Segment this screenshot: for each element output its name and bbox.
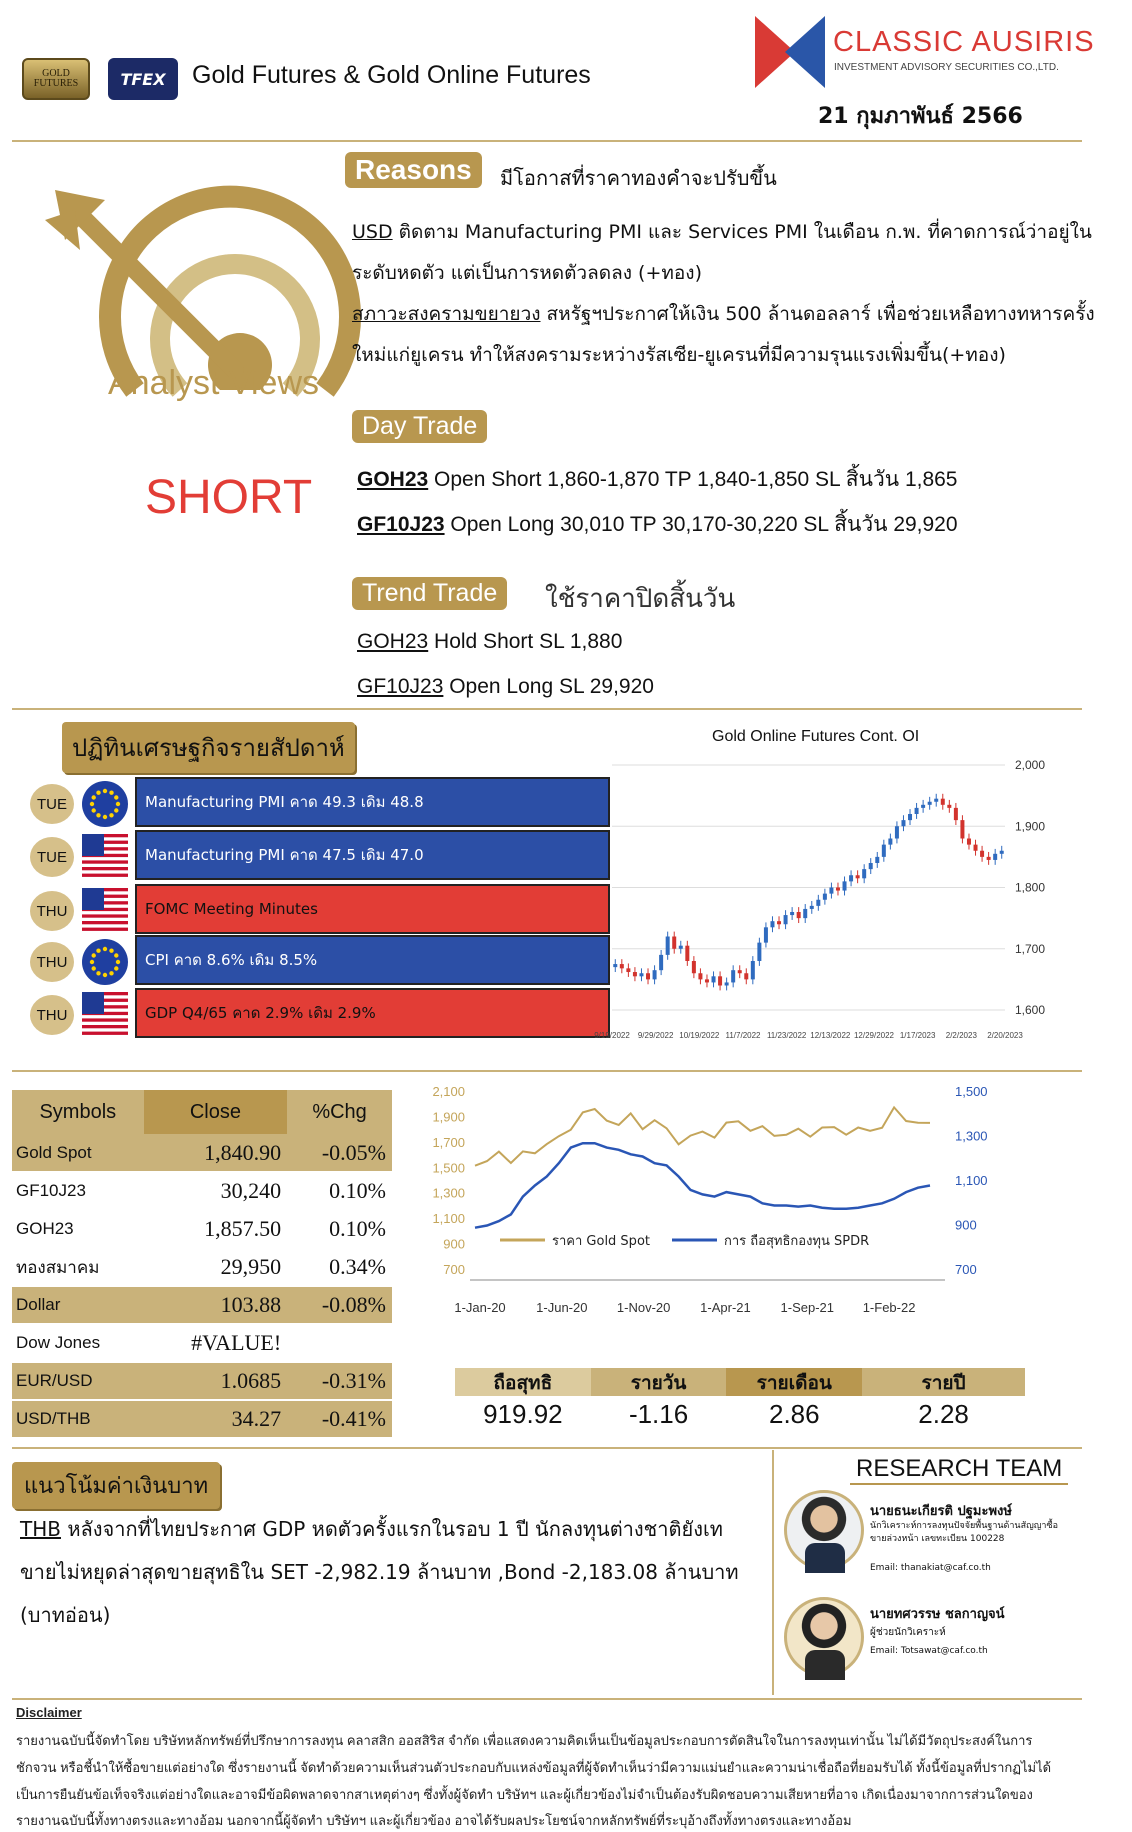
oi-candle [744,973,748,979]
oi-candle [757,943,761,961]
x-tick: 1-Nov-20 [616,1300,671,1315]
eu-flag-icon [82,939,128,985]
page-title: Gold Futures & Gold Online Futures [192,61,591,89]
vertical-divider [772,1450,774,1695]
oi-x-tick: 2/2/2023 [945,1031,977,1040]
symbol-name: EUR/USD [12,1362,144,1400]
oi-candle [921,805,925,808]
divider-lower [12,1070,1082,1072]
day-trade-text-1: Open Short 1,860-1,870 TP 1,840-1,850 SL สิ้นวัน 1,865 [428,468,958,491]
right-y-tick: 1,500 [955,1084,988,1099]
oi-y-tick: 2,000 [1015,758,1046,772]
thb-title: แนวโน้มค่าเงินบาท [12,1462,220,1509]
symbol-close: 1.0685 [144,1362,288,1400]
oi-candle [947,805,951,808]
oi-candle [960,820,964,838]
brand-sub: INVESTMENT ADVISORY SECURITIES CO.,LTD. [834,62,1059,73]
oi-candle [751,961,755,979]
member-2-name: นายทศวรรษ ชลกาญจน์ [870,1607,1005,1622]
reason-war-text2: ใหม่แก่ยูเครน ทำให้สงครามระหว่างรัสเซีย-ยูเครนที่มีความรุนแรงเพิ่มขึ้น(+ทอง) [352,344,1006,366]
oi-candle [659,955,663,970]
oi-candle [679,946,683,949]
day-trade-line-2 [357,508,958,541]
left-y-tick: 1,900 [432,1109,465,1125]
oi-candle [934,799,938,802]
oi-candle [770,921,774,927]
oi-candle [620,964,624,968]
brand-logo-mark [755,16,825,88]
thb-line-2: ขายไม่หยุดล่าสุดขายสุทธิใน SET -2,982.19 ล้านบาท ,Bond -2,183.08 ล้านบาท [20,1560,739,1584]
oi-candle [784,915,788,924]
member-1-email: Email: thanakiat@caf.co.th [870,1563,991,1573]
oi-candle [829,888,833,894]
event-description: Manufacturing PMI คาด 49.3 เดิม 48.8 [135,777,610,827]
thb-body [20,1508,770,1637]
symbol-row [12,1400,392,1438]
oi-candle [980,851,984,857]
event-description: Manufacturing PMI คาด 47.5 เดิม 47.0 [135,830,610,880]
oi-candle [777,921,781,924]
calendar-event-row [30,988,590,1040]
oi-candle [803,909,807,918]
oi-candle [692,961,696,973]
reason-war-text: สหรัฐฯประกาศให้เงิน 500 ล้านดอลลาร์ เพื่อช่วยเหลือทางทหารครั้ง [540,303,1095,325]
oi-candle [685,946,689,961]
symbol-close: 1,840.90 [144,1134,288,1172]
analyst-views-label: Analyst Views [108,364,320,402]
event-description: FOMC Meeting Minutes [135,884,610,934]
oi-x-tick: 12/13/2022 [810,1031,851,1040]
spdr-table [455,1368,1025,1432]
oi-candle [875,857,879,863]
oi-candle [954,808,958,820]
divider-mid [12,708,1082,710]
oi-candle-chart [594,755,1046,1055]
oi-x-tick: 11/23/2022 [766,1031,807,1040]
x-tick: 1-Jan-20 [454,1300,506,1315]
symbol-close: 34.27 [144,1400,288,1438]
symbol-chg: -0.31% [287,1362,392,1400]
day-trade-sym-1: GOH23 [357,468,429,491]
oi-x-tick: 1/17/2023 [899,1031,936,1040]
symbol-row [12,1248,392,1286]
member-1-name: นายธนะเกียรติ ปฐมะพงษ์ [870,1504,1012,1519]
gold-futures-logo [22,58,90,100]
us-flag-icon [82,992,128,1038]
oi-x-tick: 11/7/2022 [725,1031,761,1040]
oi-candle [974,845,978,851]
left-y-tick: 1,300 [432,1185,465,1201]
symbol-name: GF10J23 [12,1172,144,1210]
event-day: TUE [30,784,74,824]
oi-candle [613,964,617,967]
symbol-chg: -0.08% [287,1286,392,1324]
oi-candle [908,814,912,820]
day-trade-text-2: Open Long 30,010 TP 30,170-30,220 SL สิ้นวัน 29,920 [444,513,958,536]
calendar-title: ปฏิทินเศรษฐกิจรายสัปดาห์ [62,722,355,773]
oi-candle [718,976,722,985]
symbol-name: USD/THB [12,1400,144,1438]
calendar-event-row [30,884,590,936]
day-trade-sym-2: GF10J23 [357,513,445,536]
right-y-tick: 1,300 [955,1128,988,1144]
event-day: TUE [30,837,74,877]
calendar-event-row [30,777,590,829]
oi-y-tick: 1,800 [1015,880,1046,895]
oi-y-tick: 1,700 [1015,941,1046,956]
oi-candle [836,888,840,891]
oi-candle [653,970,657,979]
oi-candle [666,937,670,955]
legend-label: ราคา Gold Spot [552,1234,650,1249]
symbol-chg [287,1324,392,1362]
oi-candle [928,802,932,805]
left-y-tick: 1,100 [432,1211,465,1227]
spdr-monthly: 2.86 [768,1398,820,1429]
oi-candle [764,927,768,942]
trend-trade-sym-2: GF10J23 [357,675,444,698]
right-y-tick: 700 [955,1262,977,1277]
divider-top [12,140,1082,142]
symbol-name: Gold Spot [12,1134,144,1172]
us-flag-icon [82,834,128,880]
oi-candle [698,973,702,979]
oi-candle [731,970,735,982]
oi-candle [862,869,866,878]
trend-trade-tag: Trend Trade [352,577,507,610]
spdr-header-monthly: รายเดือน [726,1368,862,1396]
right-y-tick: 900 [955,1217,977,1233]
oi-candle [895,826,899,838]
oi-x-tick: 9/29/2022 [637,1031,674,1040]
symbol-name: Dow Jones [12,1324,144,1362]
reasons-headline: มีโอกาสที่ราคาทองคำจะปรับขึ้น [500,166,777,190]
spdr-header-daily: รายวัน [630,1372,687,1394]
symbol-chg: -0.41% [287,1400,392,1438]
close-col-header: Close [144,1090,288,1134]
trend-trade-note: ใช้ราคาปิดสิ้นวัน [545,584,736,614]
oi-candle [816,900,820,906]
thb-line-1: หลังจากที่ไทยประกาศ GDP หดตัวครั้งแรกในรอบ 1 ปี นักลงทุนต่างชาติยังเท [60,1517,723,1541]
divider-bottom [12,1447,1082,1449]
symbol-close: 29,950 [144,1248,288,1286]
x-tick: 1-Sep-21 [780,1300,835,1315]
oi-candle [993,854,997,860]
gold-spdr-line-chart [432,1080,1020,1340]
spdr-daily: -1.16 [628,1398,689,1429]
event-description: CPI คาด 8.6% เดิม 8.5% [135,935,610,985]
oi-x-tick: 12/29/2022 [853,1031,895,1040]
symbol-row [12,1134,392,1172]
oi-y-tick: 1,900 [1015,819,1046,834]
symbol-chg: 0.10% [287,1172,392,1210]
report-date: 21 กุมภาพันธ์ 2566 [818,104,1023,129]
gold-spot-line [475,1107,930,1165]
spdr-header-row [455,1368,1025,1396]
spdr-net: 919.92 [483,1398,563,1429]
spdr-yearly: 2.28 [918,1398,969,1429]
chg-col-header: %Chg [287,1090,392,1134]
reason-usd-text2: ระดับหดตัว แต่เป็นการหดตัวลดลง (+ทอง) [352,262,702,284]
reasons-tag: Reasons [345,152,482,188]
oi-candle [797,912,801,918]
oi-candle [823,894,827,900]
brand-name: CLASSIC AUSIRIS [833,26,1095,58]
trend-trade-text-2: Open Long SL 29,920 [443,675,654,698]
symbol-chg: -0.05% [287,1134,392,1172]
oi-candle [633,972,637,976]
reason-usd-key: USD [352,221,393,243]
oi-candle [626,968,630,972]
left-y-tick: 900 [443,1236,465,1252]
research-team-title: RESEARCH TEAM [850,1455,1068,1485]
left-y-tick: 700 [443,1262,465,1277]
x-tick: 1-Feb-22 [862,1300,916,1315]
oi-candle [705,979,709,982]
analyst-photo-1 [784,1490,864,1570]
oi-candle [901,820,905,826]
calendar-event-row [30,830,590,882]
symbol-close: 1,857.50 [144,1210,288,1248]
logo2-text: TFEX [120,69,166,89]
oi-candle [725,982,729,985]
divider-disclaimer [12,1698,1082,1700]
x-tick: 1-Apr-21 [700,1300,751,1315]
member-1-role: นักวิเคราะห์การลงทุนปัจจัยพื้นฐานด้านสัญญาซื้อขายล่วงหน้า เลขทะเบียน 100228 [870,1521,1058,1544]
oi-candle [810,906,814,909]
reason-usd-text: ติดตาม Manufacturing PMI และ Services PMI ในเดือน ก.พ. ที่คาดการณ์ว่าอยู่ใน [392,221,1092,243]
logo1-text: GOLD FUTURES [33,68,79,89]
oi-candle [712,976,716,982]
oi-candle [843,881,847,890]
symbol-row [12,1172,392,1210]
oi-candle [672,937,676,949]
us-flag-icon [82,888,128,934]
symbol-chg: 0.10% [287,1210,392,1248]
oi-candle [639,973,643,976]
symbols-col-header: Symbols [12,1090,144,1134]
oi-candle [849,875,853,881]
left-y-tick: 1,700 [432,1134,465,1150]
disclaimer-line-1: รายงานฉบับนี้จัดทำโดย บริษัทหลักทรัพย์ที่ปรึกษาการลงทุน คลาสสิก ออสสิริส จำกัด เพื่อแสดงความคิดเห็นเป็นข้อมูลประกอบการตัดสินใจในการลงทุนเท่านั้น ไม่ได้มีวัตถุประสงค์ในการ [16,1733,1033,1748]
oi-chart-title: Gold Online Futures Cont. OI [712,728,920,745]
oi-candle [856,875,860,878]
oi-candle [941,799,945,805]
x-tick: 1-Jun-20 [536,1300,588,1315]
oi-y-tick: 1,600 [1015,1003,1046,1017]
event-day: THU [30,891,74,931]
tfex-logo [108,58,178,100]
right-y-tick: 1,100 [955,1173,988,1188]
oi-x-tick: 9/19/2022 [594,1031,630,1040]
oi-candle [869,863,873,869]
analyst-view-signal: SHORT [145,471,313,524]
oi-x-tick: 2/20/2023 [987,1031,1023,1040]
trend-trade-line-1 [357,630,622,654]
symbol-name: GOH23 [12,1210,144,1248]
symbol-row [12,1210,392,1248]
reason-usd [352,212,1132,376]
symbol-close: #VALUE! [144,1324,288,1362]
oi-x-tick: 10/19/2022 [679,1031,720,1040]
oi-candle [967,839,971,845]
oi-candle [915,808,919,814]
symbol-row [12,1362,392,1400]
disclaimer-line-4: รายงานฉบับนี้ทั้งทางตรงและทางอ้อม นอกจากนี้ผู้จัดทำ บริษัทฯ และผู้เกี่ยวข้อง อาจได้รับผลประโยชน์จากหลักทรัพย์ที่ระบุอ้างถึงทั้งทางตรงและทางอ้อม [16,1813,852,1828]
symbols-header-row [12,1090,392,1134]
thb-key: THB [20,1517,61,1541]
symbol-name: ทองสมาคม [12,1248,144,1286]
left-y-tick: 2,100 [432,1084,465,1099]
thb-line-3: (บาทอ่อน) [20,1603,111,1627]
oi-candle [882,845,886,857]
trend-trade-sym-1: GOH23 [357,630,429,653]
day-trade-tag: Day Trade [352,410,487,443]
event-description: GDP Q4/65 คาด 2.9% เดิม 2.9% [135,988,610,1038]
event-day: THU [30,995,74,1035]
symbol-name: Dollar [12,1286,144,1324]
symbol-row [12,1286,392,1324]
disclaimer-line-3: เป็นการยืนยันข้อเท็จจริงแต่อย่างใดและอาจมีข้อผิดพลาดจากสาเหตุต่างๆ ซึ่งทั้งผู้จัดทำ บริษัทฯ และผู้เกี่ยวข้องไม่จำเป็นต้องรับผิดชอบความเสียหายที่อาจ เกิดเนื่องมาจากการส่วนใดของ [16,1787,1033,1802]
oi-candle [790,912,794,915]
symbol-close: 30,240 [144,1172,288,1210]
oi-candle [1000,851,1004,854]
symbol-chg: 0.34% [287,1248,392,1286]
reason-war-key: สภาวะสงครามขยายวง [352,303,541,325]
spdr-value-row [455,1396,1025,1432]
member-2-email: Email: Totsawat@caf.co.th [870,1646,988,1656]
symbols-table [12,1090,392,1439]
legend-label: การ ถือสุทธิกองทุน SPDR [724,1234,870,1249]
oi-candle [738,970,742,973]
spdr-header-net: ถือสุทธิ [455,1368,591,1396]
day-trade-line-1 [357,463,958,496]
oi-candle [888,839,892,845]
disclaimer-title: Disclaimer [16,1705,82,1720]
eu-flag-icon [82,781,128,827]
spdr-header-yearly: รายปี [921,1372,966,1394]
oi-candle [646,973,650,979]
oi-candle [987,857,991,860]
left-y-tick: 1,500 [432,1160,465,1176]
trend-trade-line-2 [357,675,654,699]
disclaimer-line-2: ชักจวน หรือชี้นำให้ซื้อขายแต่อย่างใด ซึ่งรายงานนี้ จัดทำด้วยความเห็นส่วนตัวประกอบกับแหล่งข้อมูลที่ผู้จัดทำเห็นว่ามีความแม่นยำและความน่าเชื่อถือที่ยอมรับได้ ทั้งนี้ข้อมูลที่ปรากฏไม่ได้ [16,1760,1052,1775]
trend-trade-text-1: Hold Short SL 1,880 [428,630,623,653]
symbol-row [12,1324,392,1362]
member-2-role: ผู้ช่วยนักวิเคราะห์ [870,1627,946,1638]
spdr-holdings-line [475,1143,930,1228]
calendar-event-row [30,935,590,987]
analyst-photo-2 [784,1597,864,1677]
event-day: THU [30,942,74,982]
symbol-close: 103.88 [144,1286,288,1324]
